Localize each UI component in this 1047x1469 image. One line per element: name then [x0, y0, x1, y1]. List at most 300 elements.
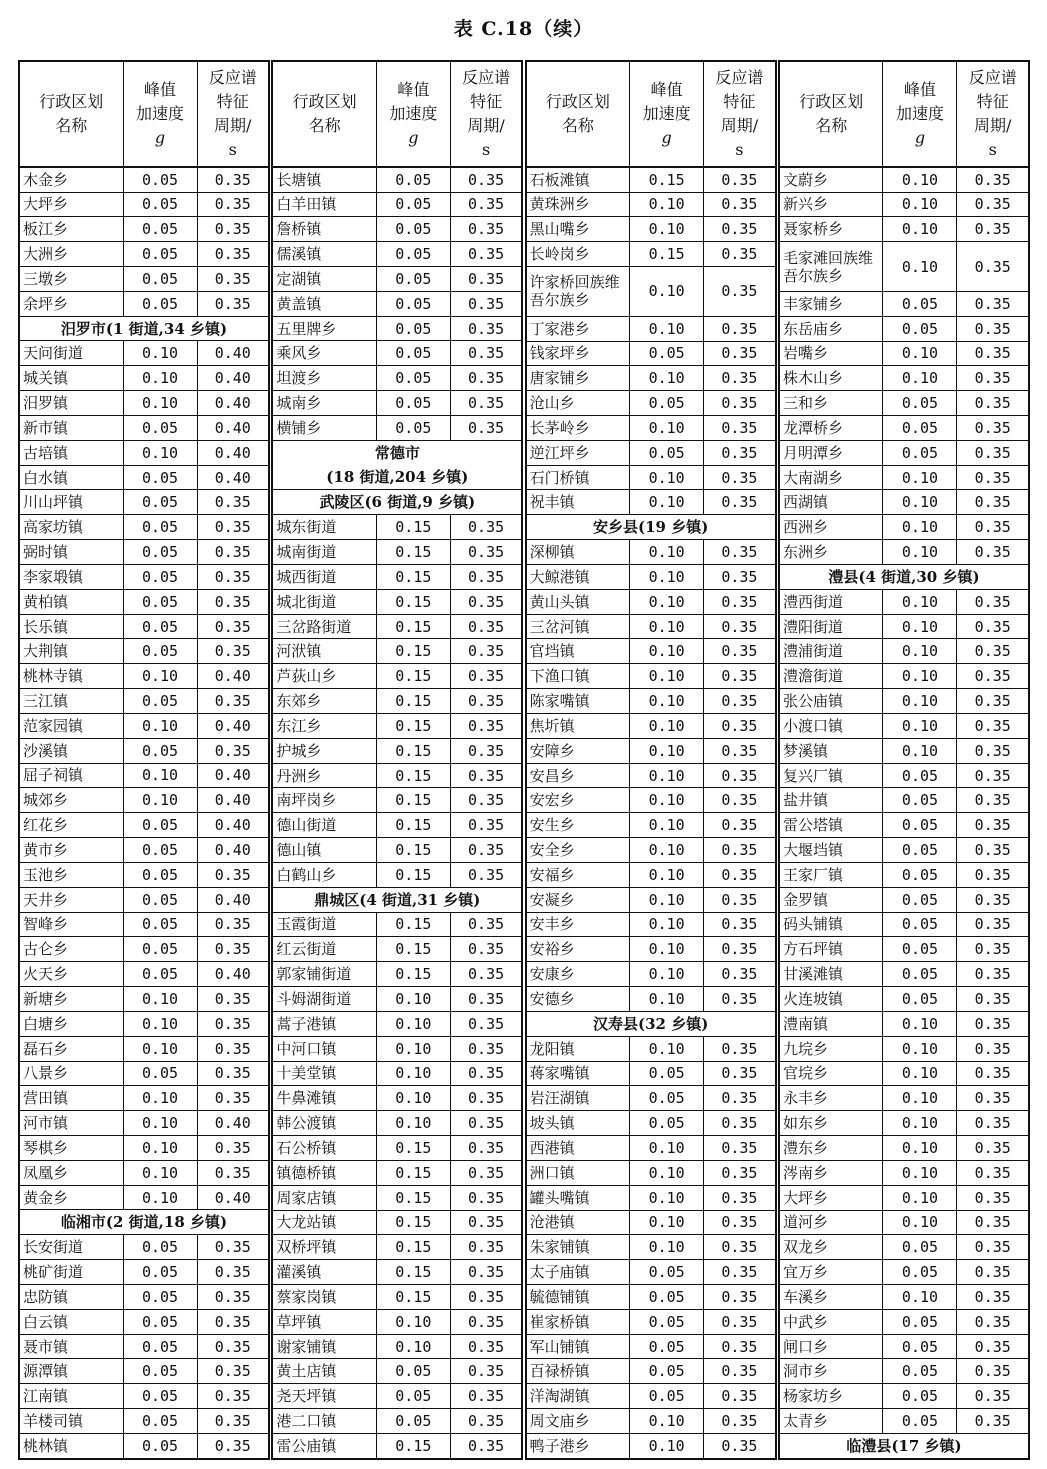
header-name	[779, 61, 883, 167]
period-value: 0.35	[704, 862, 776, 887]
pga-value: 0.05	[630, 1284, 704, 1309]
period-value: 0.35	[450, 987, 522, 1012]
district-name: 乘风乡	[272, 341, 376, 366]
district-name: 天井乡	[19, 887, 123, 912]
pga-value: 0.10	[883, 465, 957, 490]
period-value: 0.35	[704, 316, 776, 341]
period-value: 0.35	[450, 540, 522, 565]
header-row	[272, 61, 522, 167]
pga-value: 0.15	[376, 564, 450, 589]
period-value: 0.35	[450, 689, 522, 714]
period-value: 0.40	[197, 1185, 269, 1210]
pga-value: 0.05	[883, 813, 957, 838]
pga-value: 0.10	[883, 1061, 957, 1086]
district-name: 聂家桥乡	[779, 217, 883, 242]
period-value: 0.35	[957, 1409, 1029, 1434]
table-row	[526, 937, 776, 962]
period-value: 0.35	[957, 440, 1029, 465]
table-row	[779, 763, 1029, 788]
district-name: 长安街道	[19, 1235, 123, 1260]
table-row	[272, 1210, 522, 1235]
district-name: 三和乡	[779, 391, 883, 416]
section-heading	[779, 1433, 1029, 1459]
header-name-line: 名称	[308, 116, 341, 136]
period-value: 0.35	[704, 788, 776, 813]
district-name: 九垸乡	[779, 1036, 883, 1061]
table-row	[779, 1284, 1029, 1309]
table-row	[779, 1334, 1029, 1359]
district-name: 中河口镇	[272, 1036, 376, 1061]
period-value: 0.35	[450, 1309, 522, 1334]
district-name: 安全乡	[526, 838, 630, 863]
district-name: 双桥坪镇	[272, 1235, 376, 1260]
district-name: 深柳镇	[526, 540, 630, 565]
header-pga-line: 峰值	[903, 80, 936, 100]
district-name: 城西街道	[272, 564, 376, 589]
table-row	[272, 813, 522, 838]
period-value: 0.35	[197, 1135, 269, 1160]
pga-value: 0.10	[883, 1160, 957, 1185]
table-row	[526, 862, 776, 887]
period-value: 0.40	[197, 713, 269, 738]
pga-value: 0.10	[630, 1036, 704, 1061]
district-name: 三岔河镇	[526, 614, 630, 639]
district-name: 官垸乡	[779, 1061, 883, 1086]
table-row	[19, 1334, 269, 1359]
pga-value: 0.10	[376, 987, 450, 1012]
table-row	[779, 217, 1029, 242]
period-value: 0.35	[450, 217, 522, 242]
period-value: 0.35	[957, 490, 1029, 515]
pga-value: 0.10	[630, 1409, 704, 1434]
period-value: 0.35	[197, 689, 269, 714]
table-row	[779, 1260, 1029, 1285]
period-value: 0.35	[450, 763, 522, 788]
pga-value: 0.05	[630, 1086, 704, 1111]
district-name: 羊楼司镇	[19, 1409, 123, 1434]
district-name: 盐井镇	[779, 788, 883, 813]
pga-value: 0.05	[883, 912, 957, 937]
section-title: 常德市	[374, 444, 420, 463]
district-name: 长茅岭乡	[526, 416, 630, 441]
period-value: 0.35	[704, 1111, 776, 1136]
period-value: 0.35	[704, 564, 776, 589]
pga-value: 0.15	[376, 1136, 450, 1161]
pga-value: 0.05	[630, 1260, 704, 1285]
table-row	[19, 664, 269, 689]
table-row	[272, 1384, 522, 1409]
pga-value: 0.15	[376, 639, 450, 664]
district-name: 黄金乡	[19, 1185, 123, 1210]
period-value: 0.40	[197, 664, 269, 689]
period-value: 0.35	[197, 1061, 269, 1086]
table-row	[272, 1309, 522, 1334]
table-row	[19, 937, 269, 962]
district-name: 东江乡	[272, 713, 376, 738]
district-name: 王家厂镇	[779, 862, 883, 887]
header-period	[957, 61, 1029, 167]
pga-value: 0.05	[630, 1384, 704, 1409]
table-row	[779, 1235, 1029, 1260]
period-value: 0.35	[957, 937, 1029, 962]
pga-value: 0.10	[123, 341, 197, 366]
table-row	[779, 838, 1029, 863]
pga-value: 0.10	[123, 1111, 197, 1136]
header-pga-line: g	[914, 128, 926, 148]
district-name: 横铺乡	[272, 415, 376, 440]
district-name: 德山镇	[272, 838, 376, 863]
table-row	[779, 440, 1029, 465]
period-value: 0.35	[957, 813, 1029, 838]
section-heading	[272, 490, 522, 515]
table-row	[19, 415, 269, 440]
pga-value: 0.05	[123, 465, 197, 490]
district-name: 桃矿街道	[19, 1260, 123, 1285]
district-name: 逆江坪乡	[526, 440, 630, 465]
district-name: 岩汪湖镇	[526, 1086, 630, 1111]
period-value: 0.35	[197, 540, 269, 565]
district-name: 忠防镇	[19, 1284, 123, 1309]
district-name: 张公庙镇	[779, 689, 883, 714]
pga-value: 0.15	[376, 540, 450, 565]
period-value: 0.35	[957, 391, 1029, 416]
header-name-line: 行政区划	[292, 92, 357, 112]
district-name: 营田镇	[19, 1086, 123, 1111]
pga-value: 0.10	[630, 614, 704, 639]
table-row	[272, 341, 522, 366]
period-value: 0.35	[450, 341, 522, 366]
table-row	[526, 465, 776, 490]
district-name: 城东街道	[272, 515, 376, 540]
table-row	[272, 912, 522, 937]
district-name: 西湖镇	[779, 490, 883, 515]
district-name: 杨家坊乡	[779, 1384, 883, 1409]
header-pga	[883, 61, 957, 167]
period-value: 0.35	[957, 1086, 1029, 1111]
period-value: 0.35	[197, 987, 269, 1012]
section-title: 临澧县(17 乡镇)	[846, 1436, 962, 1455]
period-value: 0.35	[197, 1036, 269, 1061]
header-name-line: 名称	[55, 116, 88, 136]
pga-value: 0.05	[630, 341, 704, 366]
table-row	[19, 366, 269, 391]
table-row	[19, 217, 269, 242]
pga-value: 0.10	[123, 366, 197, 391]
district-name: 城北街道	[272, 589, 376, 614]
pga-value: 0.05	[883, 987, 957, 1012]
pga-value: 0.10	[883, 1284, 957, 1309]
header-pga-line: 加速度	[135, 104, 184, 124]
period-value: 0.35	[450, 813, 522, 838]
table-column-4	[778, 60, 1030, 1460]
pga-value: 0.05	[883, 391, 957, 416]
pga-value: 0.10	[883, 242, 957, 292]
district-name: 斗姆湖街道	[272, 987, 376, 1012]
header-period-line: 周期/	[467, 116, 505, 136]
table-row	[272, 564, 522, 589]
pga-value: 0.10	[123, 788, 197, 813]
pga-value: 0.05	[630, 1111, 704, 1136]
table-row	[526, 664, 776, 689]
table-row	[272, 217, 522, 242]
period-value: 0.35	[197, 1160, 269, 1185]
district-name: 雷公庙镇	[272, 1433, 376, 1459]
period-value: 0.35	[957, 664, 1029, 689]
pga-value: 0.05	[123, 192, 197, 217]
pga-value: 0.15	[376, 1433, 450, 1459]
pga-value: 0.10	[883, 1210, 957, 1235]
pga-value: 0.05	[123, 515, 197, 540]
period-value: 0.35	[197, 1359, 269, 1384]
header-period-line: 特征	[470, 92, 503, 112]
period-value: 0.35	[450, 564, 522, 589]
pga-value: 0.05	[883, 862, 957, 887]
table-row	[19, 589, 269, 614]
district-name: 西港镇	[526, 1136, 630, 1161]
table-row	[779, 689, 1029, 714]
period-value: 0.35	[450, 291, 522, 316]
district-name: 新兴乡	[779, 192, 883, 217]
period-value: 0.35	[704, 713, 776, 738]
period-value: 0.35	[450, 738, 522, 763]
district-name: 岩嘴乡	[779, 341, 883, 366]
district-name: 涔南乡	[779, 1160, 883, 1185]
district-name: 毛家滩回族维吾尔族乡	[779, 242, 883, 292]
period-value: 0.40	[197, 465, 269, 490]
table-row	[19, 987, 269, 1012]
period-value: 0.35	[957, 1111, 1029, 1136]
table-row	[526, 267, 776, 317]
district-name: 三江镇	[19, 689, 123, 714]
pga-value: 0.15	[376, 862, 450, 887]
table-row	[272, 1260, 522, 1285]
table-row	[779, 1359, 1029, 1384]
pga-value: 0.15	[376, 788, 450, 813]
section-row	[19, 1210, 269, 1235]
district-name: 黄盖镇	[272, 291, 376, 316]
district-name: 三岔路街道	[272, 614, 376, 639]
district-name: 黄土店镇	[272, 1359, 376, 1384]
period-value: 0.35	[450, 1284, 522, 1309]
district-name: 澧西街道	[779, 589, 883, 614]
period-value: 0.35	[957, 1136, 1029, 1161]
table-row	[526, 1235, 776, 1260]
period-value: 0.35	[197, 1433, 269, 1459]
table-row	[779, 639, 1029, 664]
header-period-line: 特征	[976, 92, 1009, 112]
district-name: 韩公渡镇	[272, 1111, 376, 1136]
pga-value: 0.10	[376, 1086, 450, 1111]
period-value: 0.35	[197, 738, 269, 763]
table-row	[272, 862, 522, 887]
district-name: 河市镇	[19, 1111, 123, 1136]
header-name-line: 行政区划	[39, 92, 104, 112]
table-row	[19, 1111, 269, 1136]
pga-value: 0.15	[376, 713, 450, 738]
pga-value: 0.10	[630, 1185, 704, 1210]
table-row	[272, 689, 522, 714]
header-pga-line: 加速度	[895, 104, 944, 124]
table-row	[779, 490, 1029, 515]
period-value: 0.35	[957, 1061, 1029, 1086]
district-name: 安德乡	[526, 987, 630, 1012]
period-value: 0.35	[957, 291, 1029, 316]
pga-value: 0.05	[883, 1334, 957, 1359]
table-row	[19, 1185, 269, 1210]
district-name: 东郊乡	[272, 689, 376, 714]
district-name: 澧澹街道	[779, 664, 883, 689]
table-row	[19, 1260, 269, 1285]
period-value: 0.35	[197, 912, 269, 937]
pga-value: 0.10	[883, 217, 957, 242]
district-name: 永丰乡	[779, 1086, 883, 1111]
district-name: 车溪乡	[779, 1284, 883, 1309]
pga-value: 0.05	[376, 192, 450, 217]
header-name-line: 名称	[561, 116, 594, 136]
header-row	[526, 61, 776, 167]
table-row	[779, 813, 1029, 838]
period-value: 0.35	[704, 440, 776, 465]
period-value: 0.35	[957, 1235, 1029, 1260]
section-title: 安乡县(19 乡镇)	[593, 518, 709, 537]
district-name: 黄珠洲乡	[526, 192, 630, 217]
pga-value: 0.05	[123, 962, 197, 987]
district-name: 朱家铺镇	[526, 1235, 630, 1260]
period-value: 0.35	[197, 1384, 269, 1409]
pga-value: 0.15	[376, 1185, 450, 1210]
section-title: 澧县(4 街道,30 乡镇)	[828, 567, 980, 586]
district-name: 芦荻山乡	[272, 664, 376, 689]
table-row	[272, 291, 522, 316]
period-value: 0.35	[704, 987, 776, 1012]
table-row	[779, 1384, 1029, 1409]
header-name	[19, 61, 123, 167]
pga-value: 0.05	[123, 267, 197, 292]
pga-value: 0.10	[630, 192, 704, 217]
district-name: 弼时镇	[19, 540, 123, 565]
table-row	[19, 912, 269, 937]
period-value: 0.35	[450, 788, 522, 813]
table-row	[779, 1111, 1029, 1136]
district-name: 白塘乡	[19, 1011, 123, 1036]
period-value: 0.35	[450, 1235, 522, 1260]
district-name: 坡头镇	[526, 1111, 630, 1136]
pga-value: 0.15	[376, 937, 450, 962]
table-row	[272, 788, 522, 813]
table-row	[272, 242, 522, 267]
district-name: 牛鼻滩镇	[272, 1086, 376, 1111]
period-value: 0.35	[197, 862, 269, 887]
pga-value: 0.10	[630, 490, 704, 515]
pga-value: 0.05	[883, 440, 957, 465]
header-pga-line: 峰值	[397, 80, 430, 100]
pga-value: 0.10	[883, 1111, 957, 1136]
period-value: 0.35	[450, 912, 522, 937]
pga-value: 0.10	[630, 639, 704, 664]
header-name-line: 行政区划	[545, 92, 610, 112]
district-name: 汨罗镇	[19, 391, 123, 416]
pga-value: 0.05	[123, 614, 197, 639]
table-row	[19, 639, 269, 664]
table-row	[779, 416, 1029, 441]
period-value: 0.35	[450, 391, 522, 416]
table-row	[779, 862, 1029, 887]
pga-value: 0.10	[883, 1136, 957, 1161]
district-name: 智峰乡	[19, 912, 123, 937]
period-value: 0.35	[450, 1160, 522, 1185]
district-name: 屈子祠镇	[19, 763, 123, 788]
period-value: 0.35	[957, 316, 1029, 341]
table-row	[526, 614, 776, 639]
pga-value: 0.05	[376, 366, 450, 391]
period-value: 0.35	[704, 242, 776, 267]
period-value: 0.35	[450, 1036, 522, 1061]
period-value: 0.35	[450, 1185, 522, 1210]
table-row	[526, 738, 776, 763]
pga-value: 0.10	[630, 838, 704, 863]
period-value: 0.35	[197, 589, 269, 614]
pga-value: 0.05	[123, 1433, 197, 1459]
section-row	[526, 1011, 776, 1036]
header-pga-line: 峰值	[650, 80, 683, 100]
period-value: 0.35	[704, 1384, 776, 1409]
period-value: 0.35	[197, 490, 269, 515]
period-value: 0.35	[957, 788, 1029, 813]
pga-value: 0.05	[123, 1061, 197, 1086]
district-name: 澧阳街道	[779, 614, 883, 639]
district-name: 东岳庙乡	[779, 316, 883, 341]
district-name: 黄柏镇	[19, 589, 123, 614]
district-name: 大坪乡	[779, 1185, 883, 1210]
pga-value: 0.10	[123, 664, 197, 689]
section-title: 汨罗市(1 街道,34 乡镇)	[60, 319, 228, 338]
header-period-line: s	[735, 140, 744, 160]
district-name: 洋淘湖镇	[526, 1384, 630, 1409]
district-name: 城南乡	[272, 391, 376, 416]
section-title: 临湘市(2 街道,18 乡镇)	[60, 1213, 228, 1232]
table-row	[272, 763, 522, 788]
district-name: 古仑乡	[19, 937, 123, 962]
pga-value: 0.05	[123, 217, 197, 242]
table-row	[526, 391, 776, 416]
table-row	[19, 391, 269, 416]
pga-value: 0.10	[123, 440, 197, 465]
district-name: 安昌乡	[526, 763, 630, 788]
period-value: 0.35	[957, 416, 1029, 441]
district-name: 周家店镇	[272, 1185, 376, 1210]
period-value: 0.35	[704, 267, 776, 317]
district-name: 儒溪镇	[272, 242, 376, 267]
district-name: 复兴厂镇	[779, 763, 883, 788]
pga-value: 0.05	[123, 689, 197, 714]
table-row	[19, 1036, 269, 1061]
header-period-line: 周期/	[720, 116, 759, 136]
period-value: 0.35	[450, 1136, 522, 1161]
section-title: 汉寿县(32 乡镇)	[593, 1014, 709, 1033]
district-name: 蒿子港镇	[272, 1011, 376, 1036]
pga-value: 0.10	[630, 1210, 704, 1235]
pga-value: 0.05	[123, 1260, 197, 1285]
district-name: 甘溪滩镇	[779, 962, 883, 987]
pga-value: 0.15	[376, 689, 450, 714]
table-row	[779, 1036, 1029, 1061]
district-name: 黑山嘴乡	[526, 217, 630, 242]
district-name: 金罗镇	[779, 887, 883, 912]
pga-value: 0.05	[123, 291, 197, 316]
period-value: 0.35	[704, 1359, 776, 1384]
table-row	[779, 664, 1029, 689]
period-value: 0.35	[197, 167, 269, 192]
